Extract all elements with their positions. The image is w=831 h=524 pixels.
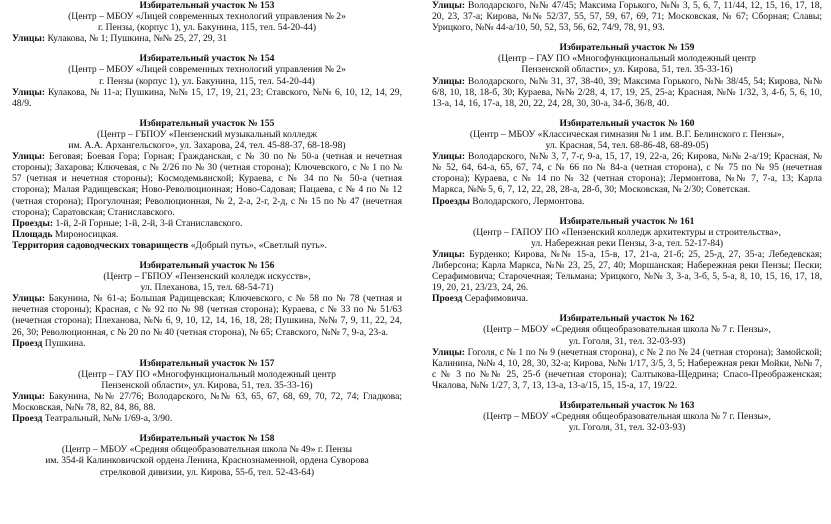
field-value: «Добрый путь», «Светлый путь».: [188, 239, 327, 251]
field-label: Проезд: [12, 413, 43, 425]
section-title: Избирательный участок № 160: [559, 117, 695, 129]
center-address-line: стрелковой дивизии, ул. Кирова, 55-б, тел. 52-43-64): [99, 466, 315, 478]
polling-station-section: [12, 118, 402, 251]
field-label: Проезд: [432, 293, 463, 305]
field-label: Улицы:: [12, 293, 46, 305]
field-label: Улицы:: [12, 86, 46, 98]
section-paragraph: [432, 293, 822, 304]
polling-station-section: [432, 216, 822, 305]
center-address-line: (Центр – ГАУ ПО «Многофункциональный молодежный центр: [498, 53, 756, 65]
center-address-line: ул. Плеханова, 15, тел. 68-54-71): [140, 282, 274, 294]
right-column: [432, 0, 822, 442]
center-address-line: Пензенской области», ул. Кирова, 51, тел. 35-33-16): [101, 379, 313, 391]
field-label: Улицы:: [432, 248, 466, 260]
field-label: Территория садоводческих товариществ: [12, 239, 189, 251]
section-paragraph: [12, 33, 402, 44]
center-address-line: (Центр – ГБПОУ «Пензенский колледж искусств»,: [103, 271, 311, 283]
field-value: Серафимовича.: [462, 293, 528, 305]
center-address-line: Пензенской области», ул. Кирова, 51, тел. 35-33-16): [521, 64, 733, 76]
polling-station-section: [432, 400, 822, 433]
field-label: Проезд: [12, 337, 43, 349]
center-address-line: (Центр – МБОУ «Лицей современных технологий управления № 2»: [68, 64, 346, 76]
section-paragraph: [432, 347, 822, 391]
center-address-line: (Центр – МБОУ «Средняя общеобразовательная школа № 7 г. Пензы»,: [483, 324, 771, 336]
center-address-line: (Центр – МБОУ «Классическая гимназия № 1 им. В.Г. Белинского г. Пензы»,: [469, 128, 785, 140]
center-address-line: г. Пензы, (корпус 1), ул. Бакунина, 115, тел. 54-20-44): [97, 22, 317, 34]
field-value: Бурденко; Кирова, №№ 15-а, 15-в, 17, 21-а, 21-б; 25, 25-д, 27, 35-а; Лебедевская; Либерсона; Карла Маркса, №№ 23, 25, 27, 40; Моршанская; Набережная реки Пензы; Пески; Серафимовича; Старочечная; Тельмана; Урицкого, №№ 3, 3-а, 3-б, 5, 5-а, 8, 10, 15, 16, 17, 18, 19, 20, 21, 23/23, 24, 26.: [432, 248, 822, 294]
section-paragraph: [432, 76, 822, 109]
section-title: Избирательный участок № 158: [139, 433, 275, 445]
field-value: Мироносицкая.: [52, 228, 119, 240]
center-address-line: им. А.А. Архангельского», ул. Захарова, 24, тел. 45-88-37, 68-18-98): [68, 140, 346, 152]
section-paragraph: [12, 87, 402, 109]
polling-station-section: [432, 313, 822, 391]
section-title: Избирательный участок № 163: [559, 400, 695, 411]
section-paragraph: [12, 229, 402, 240]
field-value: Володарского, №№ 31, 37, 38-40, 39; Максима Горького, №№ 38/45, 54; Кирова, №№ 6/8, 10, 18, 18-б, 30; Кураева, №№ 2/28, 4, 17, 19, 25, 25-а; Красная, №№ 1/32, 3, 4-б, 5, 6, 10, 13-а, 14, 16, 17-а, 18, 20, 22, 24, 28, 30, 30-а, 34-б, 36/8, 40.: [432, 75, 822, 109]
center-address-line: им. 354-й Калинковичской ордена Ленина, Краснознаменной, ордена Суворова: [45, 455, 369, 467]
polling-station-section: [12, 53, 402, 108]
field-value: Володарского, №№ 47/45; Максима Горького, №№ 3, 5, 6, 7, 11/44, 12, 15, 16, 17, 18, 20, 23, 37-а; Кирова, №№ 52/37, 55, 57, 59, 67, 69, 71; Московская, № 67; Сборная; Славы; Урицкого, №№ 44-а/10, 50, 52, 53, 56, 62, 74/9, 78, 91, 93.: [432, 0, 822, 34]
section-title: Избирательный участок № 159: [559, 42, 695, 54]
field-value: Пушкина.: [42, 337, 86, 349]
center-address-line: (Центр – МБОУ «Лицей современных технологий управления № 2»: [68, 11, 346, 23]
field-value: Володарского, №№ 3, 7, 7-г, 9-а, 15, 17, 19, 22-а, 26; Кирова, №№ 2-а/19; Красная, №№ 52, 64, 64-а, 65, 67, 74, с № 66 по № 84-а (четная сторона), с № 75 по № 95 (нечетная сторона); Кураева, с № 14 по № 32 (четная сторона); Лермонтова, №№ 7, 7-а, 13; Карла Маркса, №№ 5, 6, 7, 12, 22, 28, 28-а, 28-б, 30; Московская, № 2/30; Советская.: [432, 151, 822, 196]
field-value: Володарского, Лермонтова.: [469, 195, 585, 207]
section-paragraph: [12, 413, 402, 424]
field-label: Проезды: [432, 195, 470, 207]
center-address-line: (Центр – ГАУ ПО «Многофункциональный молодежный центр: [78, 368, 336, 380]
polling-station-section: [12, 260, 402, 349]
field-label: Улицы:: [432, 346, 466, 358]
section-paragraph: [12, 293, 402, 337]
section-title: Избирательный участок № 162: [559, 313, 695, 325]
section-title: Избирательный участок № 161: [559, 215, 695, 227]
section-title: Избирательный участок № 157: [139, 357, 275, 369]
field-label: Улицы:: [432, 75, 466, 87]
field-value: Бакунина, № 61-а; Большая Радищевская; Ключевского, с № 58 по № 78 (четная и нечетная стороны); Красная, с № 92 по № 98 (четная сторона); Кураева, с № 33 по № 51/63 (нечетная сторона); Плеханова, №№ 6, 9, 10, 12, 14, 16, 18, 28; Пушкина, №№ 7, 9, 11, 22, 24, 26, 30; Революционная, с № 20 по № 40 (четная сторона), № 65; Ставского, №№ 7, 9-а, 23-а.: [12, 293, 402, 338]
section-title: Избирательный участок № 153: [139, 0, 275, 11]
field-value: Кулакова, № 11-а; Пушкина, №№ 15, 17, 19, 21, 23; Ставского, №№ 6, 10, 12, 14, 29, 48/9.: [12, 86, 402, 109]
section-title: Избирательный участок № 155: [139, 117, 275, 129]
field-label: Улицы:: [432, 0, 466, 11]
field-label: Улицы:: [12, 151, 46, 163]
field-value: 1-й, 2-й Горные; 1-й, 2-й, 3-й Станиславского.: [53, 217, 243, 229]
center-address-line: (Центр – МБОУ «Средняя общеобразовательная школа № 49» г. Пензы: [61, 444, 353, 456]
field-label: Площадь: [12, 228, 53, 240]
section-title: Избирательный участок № 154: [139, 53, 275, 65]
field-value: Беговая; Боевая Гора; Горная; Гражданская, с № 30 по № 50-а (четная и нечетная стороны); Захарова; Ключевая, с № 2/26 по № 30 (четная сторона); Ключевского, с № 1 по № 57 (четная и нечетная стороны); Космодемьянской; Кураева, с № 34 по № 50-а (четная сторона); Малая Радищевская; Ново-Революционная; Ново-Садовая; Пацаева, с № 4 по № 12 (четная сторона); Прогулочная; Революционная, № 2, 2-а, 2-г, 2-д, с № 15 по № 47 (нечетная сторона); Саратовская; Станиславского.: [12, 151, 402, 218]
center-address-line: ул. Гоголя, 31, тел. 32-03-93): [568, 422, 686, 434]
center-address-line: ул. Гоголя, 31, тел. 32-03-93): [568, 335, 686, 347]
section-paragraph: [12, 391, 402, 413]
field-value: Гоголя, с № 1 по № 9 (нечетная сторона), с № 2 по № 24 (четная сторона); Замойской; Калинина, №№ 4, 10, 28, 30, 32-а; Кирова, №№ 1/17, 3/5, 3, 5; Набережная реки Мойки, №№ 7, с № 3 по №№ 25, 25-б (нечетная сторона); Салтыкова-Щедрина; Спасо-Преображенская; Чкалова, №№ 1/27, 3, 7, 13, 13-а, 13-а/15, 15, 15-а, 17, 19/22.: [432, 346, 822, 391]
section-title: Избирательный участок № 156: [139, 259, 275, 271]
center-address-line: г. Пензы (корпус 1), ул. Бакунина, 115, тел. 54-20-44): [99, 75, 315, 87]
center-address-line: ул. Красная, 54, тел. 68-86-48, 68-89-05): [545, 140, 709, 152]
section-paragraph: [432, 249, 822, 293]
section-paragraph: [432, 151, 822, 195]
field-value: Театральный, №№ 1/69-а, 3/90.: [42, 413, 173, 425]
section-paragraph: [432, 196, 822, 207]
center-address-line: ул. Набережная реки Пензы, 3-а, тел. 52-17-84): [530, 237, 724, 249]
center-address-line: (Центр – ГАПОУ ПО «Пензенский колледж архитектуры и строительства»,: [473, 226, 781, 238]
continuation-block: [432, 0, 822, 33]
section-paragraph: [12, 218, 402, 229]
left-column: [12, 0, 402, 487]
field-label: Улицы:: [12, 33, 46, 45]
field-value: Бакунина, №№ 27/76; Володарского, №№ 63, 65, 67, 68, 69, 70, 72, 74; Гладкова; Московская, №№ 78, 82, 84, 86, 88.: [12, 391, 402, 414]
polling-station-section: [12, 433, 402, 477]
field-value: Кулакова, № 1; Пушкина, №№ 25, 27, 29, 31: [45, 33, 227, 45]
center-address-line: (Центр – МБОУ «Средняя общеобразовательная школа № 7 г. Пензы»,: [483, 411, 771, 423]
field-label: Проезды:: [12, 217, 54, 229]
field-label: Улицы:: [12, 391, 46, 402]
polling-station-section: [12, 358, 402, 425]
polling-station-section: [432, 118, 822, 207]
continuation-streets: [432, 0, 822, 33]
section-paragraph: [12, 338, 402, 349]
polling-station-section: [12, 0, 402, 44]
polling-station-section: [432, 42, 822, 109]
section-paragraph: [12, 151, 402, 218]
center-address-line: (Центр – ГБПОУ «Пензенский музыкальный колледж: [97, 128, 317, 140]
field-label: Улицы:: [432, 151, 466, 163]
section-paragraph: [12, 240, 402, 251]
